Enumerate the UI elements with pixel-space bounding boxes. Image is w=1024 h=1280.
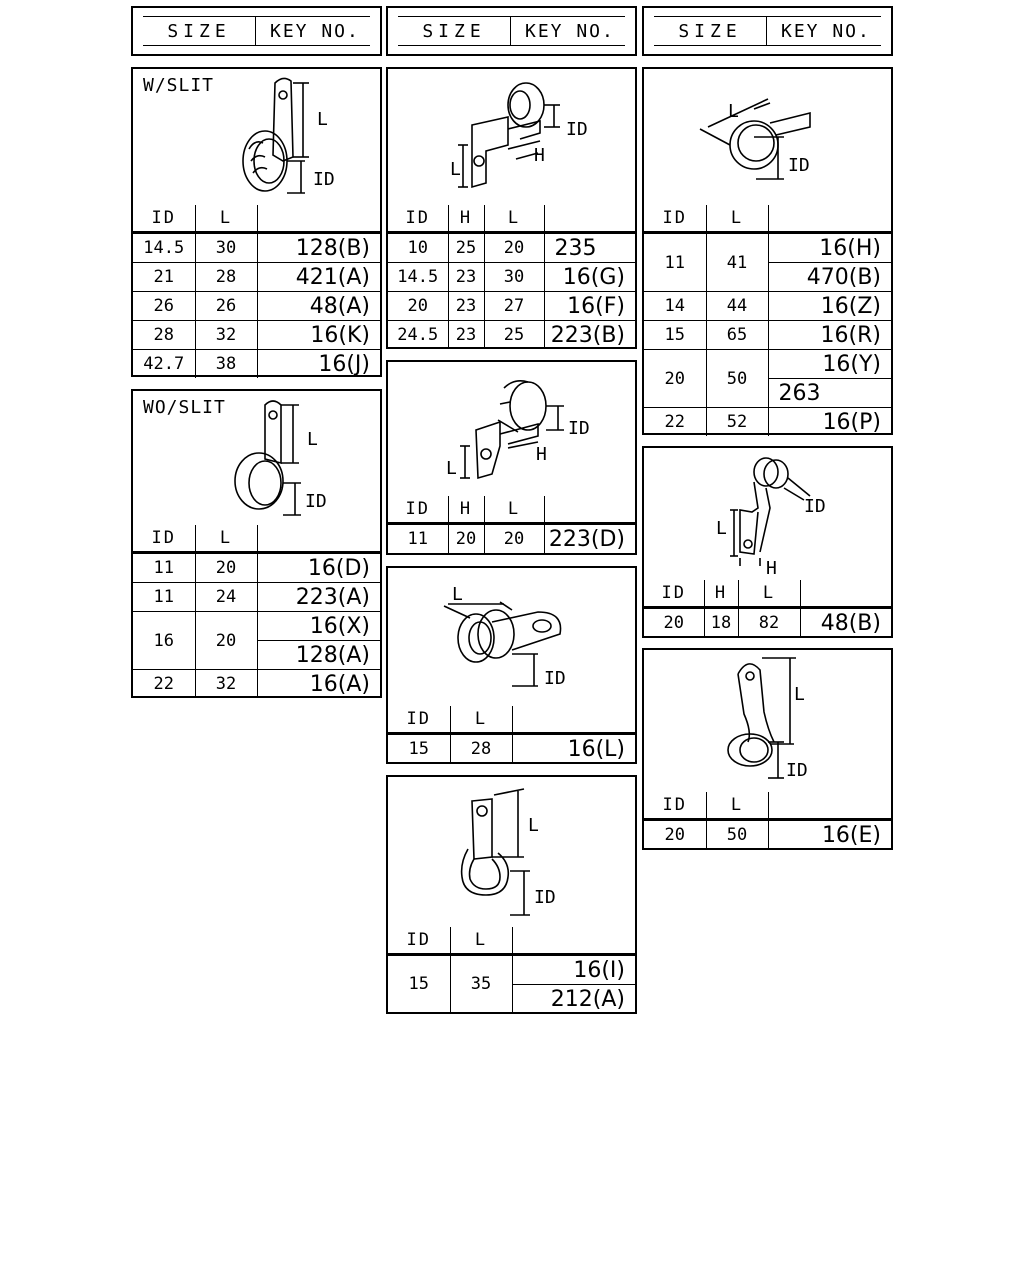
- col-h: H: [448, 205, 484, 233]
- dim-l-label: L: [450, 159, 461, 180]
- col-h: H: [448, 496, 484, 524]
- r2-table: [644, 580, 891, 637]
- r2-panel: [642, 446, 893, 638]
- table-row: 10 25 20 235: [388, 233, 635, 263]
- m4-figure: [388, 777, 635, 927]
- r3-figure: [644, 650, 891, 792]
- table-row: 21 28 421(A): [133, 263, 380, 292]
- header-middle: [386, 6, 637, 56]
- r3-table: [644, 792, 891, 849]
- table-row: 24.5 23 25 223(B): [388, 321, 635, 350]
- col-l: L: [706, 205, 768, 233]
- size-header: SIZE: [143, 17, 256, 45]
- col-id: ID: [644, 792, 706, 820]
- m2-table: [388, 496, 635, 553]
- col-id: ID: [644, 580, 704, 608]
- col-l: L: [738, 580, 800, 608]
- col-l: L: [484, 496, 544, 524]
- table-row: 128(A): [133, 641, 380, 670]
- dim-id-label: ID: [305, 491, 327, 512]
- table-row: 14.5 30 128(B): [133, 233, 380, 263]
- dim-h-label: H: [534, 145, 545, 166]
- size-header: SIZE: [654, 17, 767, 45]
- table-row: 15 65 16(R): [644, 321, 891, 350]
- col-id: ID: [388, 927, 450, 955]
- dim-id-label: ID: [788, 155, 810, 176]
- col-id: ID: [133, 205, 195, 233]
- table-row: 20 50 16(E): [644, 820, 891, 850]
- r1-figure: [644, 69, 891, 205]
- table-row: 16 20 16(X): [133, 612, 380, 641]
- table-row: 20 18 82 48(B): [644, 608, 891, 638]
- header-right: [642, 6, 893, 56]
- col-l: L: [450, 927, 512, 955]
- dim-h-label: H: [766, 558, 777, 579]
- table-row: 20 23 27 16(F): [388, 292, 635, 321]
- header-left: [131, 6, 382, 56]
- wo-slit-figure: [133, 391, 380, 525]
- col-id: ID: [388, 706, 450, 734]
- m1-figure: [388, 69, 635, 205]
- wo-slit-table: [133, 525, 380, 698]
- r1-panel: [642, 67, 893, 435]
- col-id: ID: [388, 496, 448, 524]
- dim-l-label: L: [446, 458, 457, 479]
- table-row: 11 41 16(H): [644, 233, 891, 263]
- col-l: L: [484, 205, 544, 233]
- m3-figure: [388, 568, 635, 706]
- table-row: 26 26 48(A): [133, 292, 380, 321]
- col-h: H: [704, 580, 738, 608]
- table-row: 11 24 223(A): [133, 583, 380, 612]
- dim-id-label: ID: [786, 760, 808, 781]
- dim-id-label: ID: [544, 668, 566, 689]
- table-row: 15 35 16(I): [388, 955, 635, 985]
- m2-panel: [386, 360, 637, 555]
- col-l: L: [706, 792, 768, 820]
- dim-id-label: ID: [804, 496, 826, 517]
- w-slit-panel: [131, 67, 382, 377]
- dim-l-label: L: [452, 584, 463, 605]
- table-row: 22 52 16(P): [644, 408, 891, 437]
- table-row: 11 20 20 223(D): [388, 524, 635, 554]
- dim-id-label: ID: [566, 119, 588, 140]
- col-id: ID: [644, 205, 706, 233]
- w-slit-table: [133, 205, 380, 378]
- key-header: KEY NO.: [525, 20, 615, 42]
- col-id: ID: [388, 205, 448, 233]
- table-row: 42.7 38 16(J): [133, 350, 380, 379]
- table-row: 20 50 16(Y): [644, 350, 891, 379]
- dim-id-label: ID: [568, 418, 590, 439]
- col-id: ID: [133, 525, 195, 553]
- m2-figure: [388, 362, 635, 496]
- dim-l-label: L: [716, 518, 727, 539]
- r1-table: [644, 205, 891, 436]
- dim-l-label: L: [794, 684, 805, 705]
- table-row: 15 28 16(L): [388, 734, 635, 764]
- wo-slit-panel: [131, 389, 382, 698]
- w-slit-label: W/SLIT: [143, 75, 215, 96]
- table-row: 470(B): [644, 263, 891, 292]
- w-slit-figure: [133, 69, 380, 205]
- m1-table: [388, 205, 635, 349]
- col-l: L: [195, 525, 257, 553]
- r2-figure: [644, 448, 891, 580]
- col-l: L: [450, 706, 512, 734]
- wo-slit-label: WO/SLIT: [143, 397, 226, 418]
- m4-panel: [386, 775, 637, 1014]
- m4-table: [388, 927, 635, 1014]
- m3-table: [388, 706, 635, 763]
- dim-l-label: L: [307, 429, 318, 450]
- table-row: 28 32 16(K): [133, 321, 380, 350]
- col-l: L: [195, 205, 257, 233]
- table-row: 212(A): [388, 985, 635, 1014]
- table-row: 22 32 16(A): [133, 670, 380, 699]
- key-header: KEY NO.: [781, 20, 871, 42]
- m1-panel: [386, 67, 637, 349]
- table-row: 14 44 16(Z): [644, 292, 891, 321]
- r3-panel: [642, 648, 893, 850]
- dim-h-label: H: [536, 444, 547, 465]
- table-row: 11 20 16(D): [133, 553, 380, 583]
- dim-l-label: L: [317, 109, 328, 130]
- m3-panel: [386, 566, 637, 764]
- dim-id-label: ID: [313, 169, 335, 190]
- dim-l-label: L: [728, 101, 739, 122]
- key-header: KEY NO.: [270, 20, 360, 42]
- dim-l-label: L: [528, 815, 539, 836]
- table-row: 14.5 23 30 16(G): [388, 263, 635, 292]
- table-row: 263: [644, 379, 891, 408]
- dim-id-label: ID: [534, 887, 556, 908]
- size-header: SIZE: [398, 17, 511, 45]
